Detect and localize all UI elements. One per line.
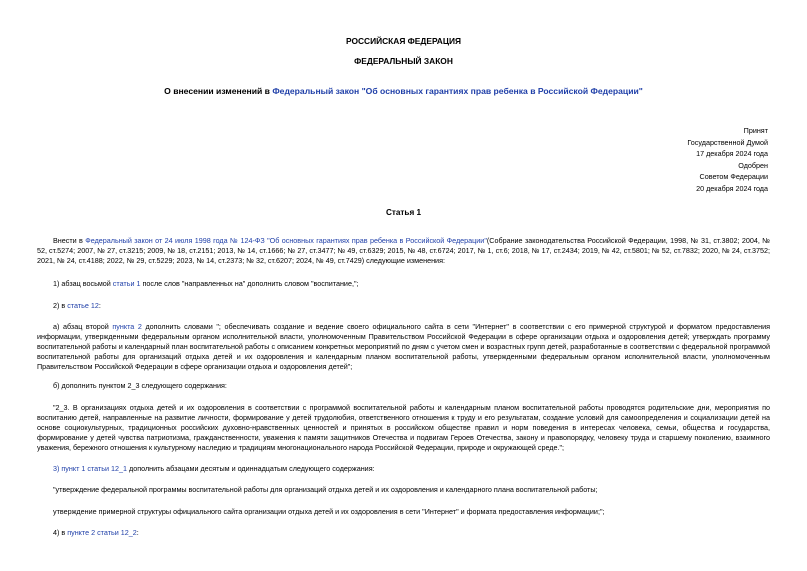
item-2a-rest: дополнить словами "; обеспечивать создание и ведение своего официального сайта в сети "Интернет" в соответствии с его примерной структурой и форматом предоставления информации, утвержденными федеральным органом исполнительной власти, уполномоченным Правительством Российской Федерации в сфере организации отдыха и оздоровления детей; утверждать программу воспитательной работы и календарный план воспитательной работы с описанием конкретных мероприятий по дням с учетом смен и возрастных групп детей, разработанные в соответствии с федеральной программой воспитательной работы для организаций отдыха детей и их оздоровления и календарным планом воспитательной работы, утвержденными федеральным органом исполнительной власти, уполномоченным Правительством Российской Федерации в сфере организации отдыха и оздоровления детей"; — [37, 322, 770, 371]
item-4 — [37, 528, 770, 538]
item-2 — [37, 301, 770, 311]
item-2a-prefix: а) абзац второй — [53, 322, 113, 331]
adoption-line: Принят — [743, 126, 768, 135]
law-title — [0, 86, 807, 96]
item-4-rest: : — [136, 528, 139, 537]
item-1 — [37, 279, 770, 289]
quote-point-2-3: "2_3. В организациях отдыха детей и их оздоровления в соответствии с программой воспитательной работы и календарным планом воспитательной работы проводятся родительские дни, мероприятия по воспитанию детей, направленные на развитие личности, формирование у детей трудолюбия, ответственного отношения к труду и его результатам, создание условий для самоопределения и социализации детей на основе социокультурных, традиционных российских духовно-нравственных ценностей и принятых в российском обществе правил и норм поведения в интересах человека, семьи, общества и государства, формирование у детей чувства патриотизма, гражданственности, уважения к памяти защитников Отечества и подвигам Героев Отечества, закону и правопорядку, человеку труда и старшему поколению, взаимного уважения, бережного отношения к культурному наследию и традициям многонационального народа Российской Федерации, природе и окружающей среде."; — [37, 403, 770, 452]
intro-prefix: Внести в — [53, 236, 86, 245]
item-3 — [37, 464, 770, 474]
intro-rest: (Собрание законодательства Российской Федерации, 1998, № 31, ст.3802; 2004, № 52, ст.5274; 2007, № 27, ст.3215; 2009, № 18, ст.2151; 2013, № 14, ст.1666; № 27, ст.3477; № 49, ст.6329; 2015, № 48, ст.6724; 2017, № 1, ст.6; 2018, № 17, ст.2434; 2019, № 42, ст.5801; № 52, ст.7832; 2020, № 24, ст.3752; 2021, № 24, ст.4188; 2022, № 29, ст.5229; 2023, № 14, ст.2373; № 32, ст.6207; 2024, № 49, ст.7429) следующие изменения: — [37, 236, 770, 265]
intro-law-title-link[interactable]: "Об основных гарантиях прав ребенка в Российской Федерации" — [264, 236, 487, 245]
law-title-link[interactable]: Федеральный закон "Об основных гарантиях прав ребенка в Российской Федерации" — [272, 86, 643, 96]
item-2-link[interactable]: статье 12 — [67, 301, 99, 310]
quote-paragraph-10: "утверждение федеральной программы воспитательной работы для организаций отдыха детей и их оздоровления и календарного плана воспитательной работы; — [53, 485, 598, 494]
item-2a-link[interactable]: пункта 2 — [112, 322, 142, 331]
adoption-line: Одобрен — [738, 160, 768, 170]
item-3-link[interactable]: 3) пункт 1 статьи 12_1 — [53, 464, 128, 473]
item-1-link[interactable]: статьи 1 — [112, 279, 141, 288]
item-4-prefix: 4) в — [53, 528, 68, 537]
intro-law-link[interactable]: Федеральный закон от 24 июля 1998 года № 124-ФЗ — [85, 236, 265, 245]
item-3-rest: дополнить абзацами десятым и одиннадцатым следующего содержания: — [127, 464, 375, 473]
adoption-line: Советом Федерации — [699, 172, 768, 182]
adoption-line: 17 декабря 2024 года — [696, 149, 768, 159]
item-2-rest: : — [98, 301, 101, 310]
item-2b: б) дополнить пунктом 2_3 следующего содержания: — [53, 381, 227, 390]
item-2-prefix: 2) в — [53, 301, 68, 310]
country-heading: РОССИЙСКАЯ ФЕДЕРАЦИЯ — [345, 36, 462, 46]
quote-paragraph-11: утверждение примерной структуры официального сайта организации отдыха детей и их оздоровления в сети "Интернет" и формата предоставления информации;"; — [53, 507, 605, 516]
article-heading: Статья 1 — [385, 208, 422, 217]
adoption-line: Государственной Думой — [687, 137, 768, 147]
item-1-prefix: 1) абзац восьмой — [53, 279, 113, 288]
item-2a — [37, 322, 770, 372]
adoption-line: 20 декабря 2024 года — [696, 183, 768, 193]
item-4-link[interactable]: пункте 2 статьи 12_2 — [67, 528, 137, 537]
law-title-prefix: О внесении изменений в — [164, 86, 273, 96]
adoption-block — [568, 125, 768, 195]
item-1-rest: после слов "направленных на" дополнить словом "воспитание,"; — [140, 279, 359, 288]
article-intro — [37, 236, 770, 266]
law-type-heading: ФЕДЕРАЛЬНЫЙ ЗАКОН — [354, 56, 453, 66]
